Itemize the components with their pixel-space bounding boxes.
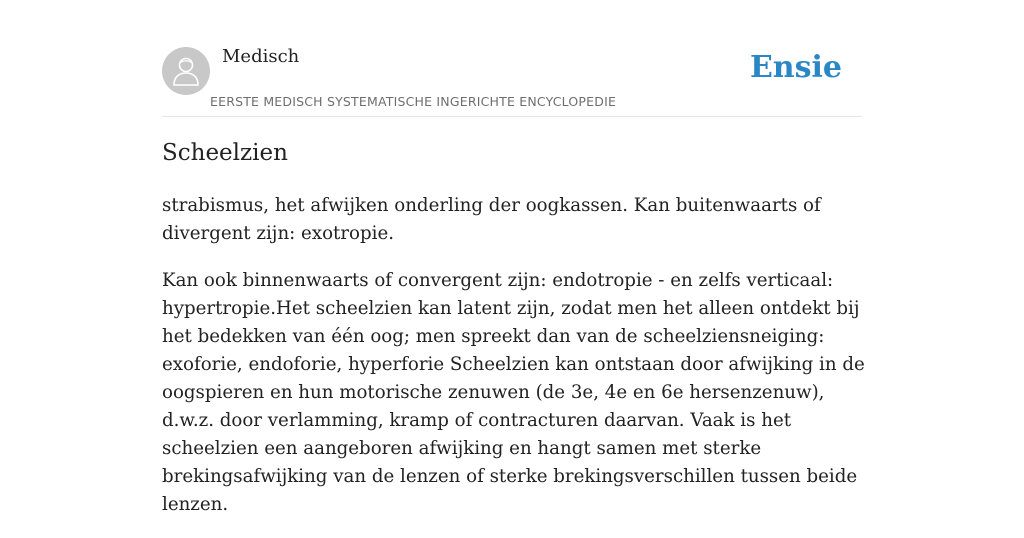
avatar[interactable] xyxy=(162,47,210,95)
brand-logo[interactable]: Ensie xyxy=(749,50,842,85)
source-subtitle: EERSTE MEDISCH SYSTEMATISCHE INGERICHTE ENCYCLOPEDIE xyxy=(210,94,617,109)
page-title: Scheelzien xyxy=(162,140,288,166)
user-icon xyxy=(172,56,200,86)
paragraph: strabismus, het afwijken onderling der oogkassen. Kan buitenwaarts of divergent zijn: exotropie. xyxy=(162,195,821,244)
paragraph: Kan ook binnenwaarts of convergent zijn: endotropie - en zelfs verticaal: hypertropie.Het scheelzien kan latent zijn, zodat men het alleen ontdekt bij het bedekken van één oog; men spreekt dan van de scheelziensneiging: exoforie, endoforie, hyperforie Scheelzien kan ontstaan door afwijking in de oogspieren en hun motorische zenuwen (de 3e, 4e en 6e hersenzenuw), d.w.z. door verlamming, kramp of contracturen daarvan. Vaak is het scheelzien een aangeboren afwijking en hangt samen met sterke brekingsafwijking van de lenzen of sterke brekingsverschillen tussen beide lenzen. xyxy=(162,270,865,515)
article-body xyxy=(162,192,867,538)
header xyxy=(162,46,862,117)
author-name[interactable]: Medisch xyxy=(222,46,300,67)
